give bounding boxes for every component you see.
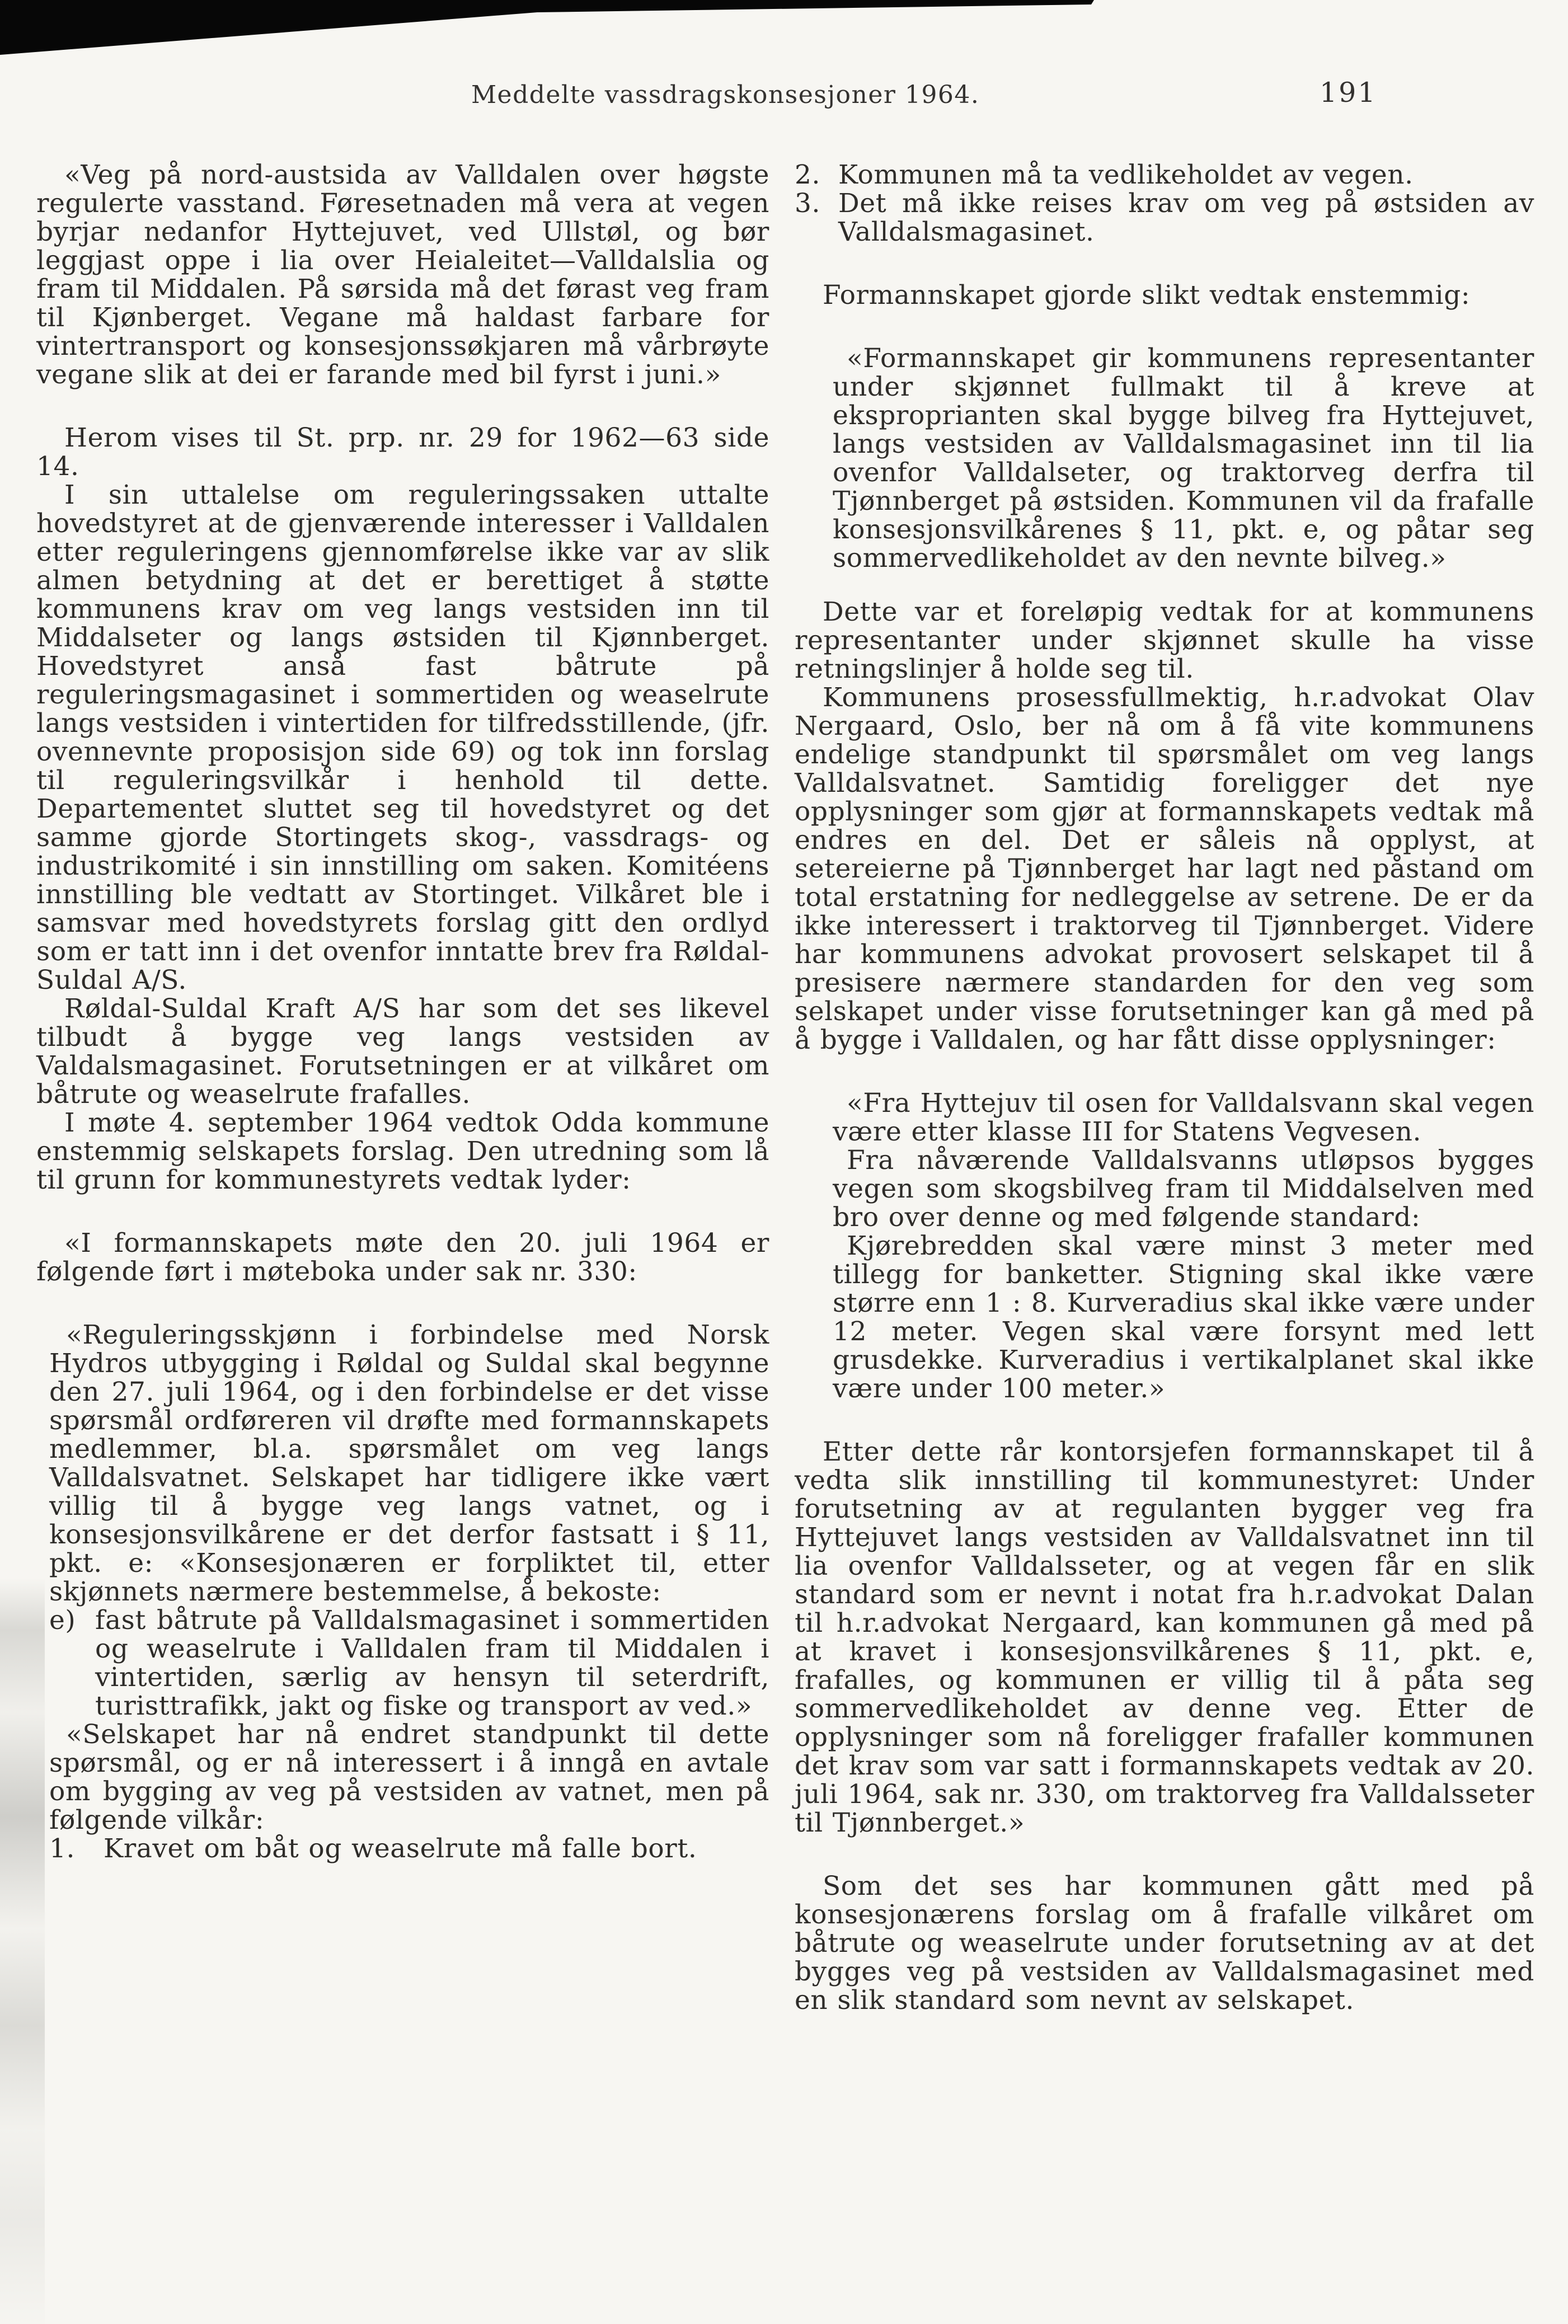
paragraph: «Selskapet har nå endret standpunkt til dette spørsmål, og er nå interessert i å inngå en avtale om bygging av veg på vestsiden av vatnet, men på følgende vilkår: bbox=[49, 1719, 769, 1835]
paragraph: Kjørebredden skal være minst 3 meter med tillegg for banketter. Stigning skal ikke være større enn 1 : 8. Kurveradius skal ikke være under 12 meter. Vegen skal være forsynt med lett grusdekke. Kurveradius i vertikalplanet skal ikke være under 100 meter.» bbox=[833, 1231, 1534, 1404]
paragraph: 2. Kommunen må ta vedlikeholdet av vegen. bbox=[795, 159, 1414, 190]
scan-artifact-top-edge bbox=[0, 0, 1097, 57]
list-item-label: 1. bbox=[49, 1833, 76, 1864]
paragraph: «Veg på nord-austsida av Valldalen over høgste regulerte vasstand. Føresetnaden må vera at vegen byrjar nedanfor Hyttejuvet, ved Ullstøl, og bør leggjast oppe i lia over Heialeitet—Valldalslia og fram til Middalen. På sørsida må det førast veg fram til Kjønberget. Vegane må haldast farbare for vintertransport og konsesjonssøkjaren må vårbrøyte vegane slik at dei er farande med bil fyrst i juni.» bbox=[36, 159, 769, 390]
paragraph: Etter dette rår kontorsjefen formannskapet til å vedta slik innstilling til kommunestyret: Under forutsetning av at regulanten bygger veg fra Hyttejuvet langs vestsiden av Valldalsvatnet inn til lia ovenfor Valldalsseter, og at vegen får en slik standard som er nevnt i notat fra h.r.advokat Dalan til h.r.advokat Nergaard, kan kommunen gå med på at kravet i konsesjonsvilkårenes § 11, pkt. e, frafalles, og kommunen er villig til å påta seg sommervedlikeholdet av denne veg. Etter de opplysninger som nå foreligger frafaller kommunen det krav som var satt i formannskapets vedtak av 20. juli 1964, sak nr. 330, om traktorveg fra Valldalsseter til Tjønnberget.» bbox=[795, 1436, 1534, 1838]
paragraph: e) fast båtrute på Valldalsmagasinet i sommertiden og weaselrute i Valldalen fram til Middalen i vintertiden, særlig av hensyn til seterdrift, turisttrafikk, jakt og fiske og transport av ved.» bbox=[49, 1605, 769, 1721]
paragraph: Dette var et foreløpig vedtak for at kommunens representanter under skjønnet skulle ha visse retningslinjer å holde seg til. bbox=[795, 597, 1534, 684]
paragraph: Fra nåværende Valldalsvanns utløpsos bygges vegen som skogsbilveg fram til Middalselven med bro over denne og med følgende standard: bbox=[833, 1145, 1534, 1233]
text-column-right bbox=[795, 161, 1534, 2015]
paragraph: Kommunens prosessfullmektig, h.r.advokat Olav Nergaard, Oslo, ber nå om å få vite kommunens endelige standpunkt til spørsmålet om veg langs Valldalsvatnet. Samtidig foreligger det nye opplysninger som gjør at formannskapets vedtak må endres en del. Det er såleis nå opplyst, at setereierne på Tjønnberget har lagt ned påstand om total erstatning for nedleggelse av setrene. De er da ikke interessert i traktorveg til Tjønnberget. Videre har kommunens advokat provosert selskapet til å presisere nærmere standarden for den veg som selskapet under visse forutsetninger kan gå med på å bygge i Valldalen, og har fått disse opplysninger: bbox=[795, 682, 1534, 1055]
paragraph: «Reguleringsskjønn i forbindelse med Norsk Hydros utbygging i Røldal og Suldal skal begynne den 27. juli 1964, og i den forbindelse er det visse spørsmål ordføreren vil drøfte med formannskapets medlemmer, bl.a. spørsmålet om veg langs Valldalsvatnet. Selskapet har tidligere ikke vært villig til å bygge veg langs vatnet, og i konsesjonsvilkårene er det derfor fastsatt i § 11, pkt. e: «Konsesjonæren er forpliktet til, etter skjønnets nærmere bestemmelse, å bekoste: bbox=[49, 1320, 769, 1607]
paragraph: 1. Kravet om båt og weaselrute må falle bort. bbox=[49, 1833, 697, 1864]
paragraph: «Fra Hyttejuv til osen for Valldalsvann skal vegen være etter klasse III for Statens Vegvesen. bbox=[833, 1088, 1534, 1147]
paragraph: Som det ses har kommunen gått med på konsesjonærens forslag om å frafalle vilkåret om båtrute og weaselrute under forutsetning av at det bygges veg på vestsiden av Valldalsmagasinet med en slik standard som nevnt av selskapet. bbox=[795, 1871, 1534, 2016]
paragraph: I sin uttalelse om reguleringssaken uttalte hovedstyret at de gjenværende interesser i Valldalen etter reguleringens gjennomførelse ikke var av slik almen betydning at det er berettiget å støtte kommunens krav om veg langs vestsiden inn til Middalseter og langs østsiden til Kjønnberget. Hovedstyret anså fast båtrute på reguleringsmagasinet i sommertiden og weaselrute langs vestsiden i vintertiden for tilfredsstillende, (jfr. ovennevnte proposisjon side 69) og tok inn forslag til reguleringsvilkår i henhold til dette. Departementet sluttet seg til hovedstyret og det samme gjorde Stortingets skog-, vassdrags- og industrikomité i sin innstilling om saken. Komitéens innstilling ble vedtatt av Stortinget. Vilkåret ble i samsvar med hovedstyrets forslag gitt den ordlyd som er tatt inn i det ovenfor inntatte brev fra Røldal-Suldal A/S. bbox=[36, 480, 769, 996]
paragraph: «I formannskapets møte den 20. juli 1964 er følgende ført i møteboka under sak nr. 330: bbox=[36, 1228, 769, 1287]
text-column-left bbox=[36, 161, 769, 1863]
page-number: 191 bbox=[1320, 77, 1377, 109]
paragraph: I møte 4. september 1964 vedtok Odda kommune enstemmig selskapets forslag. Den utredning som lå til grunn for kommunestyrets vedtak lyder: bbox=[36, 1107, 769, 1195]
paragraph: Røldal-Suldal Kraft A/S har som det ses likevel tilbudt å bygge veg langs vestsiden av Valdalsmagasinet. Forutsetningen er at vilkåret om båtrute og weaselrute frafalles. bbox=[36, 993, 769, 1110]
page-title: Meddelte vassdragskonsesjoner 1964. bbox=[471, 81, 980, 109]
list-item-label: e) bbox=[49, 1605, 76, 1636]
paragraph: «Formannskapet gir kommunens representanter under skjønnet fullmakt til å kreve at eksproprianten skal bygge bilveg fra Hyttejuvet, langs vestsiden av Valldalsmagasinet inn til lia ovenfor Valldalseter, og traktorveg derfra til Tjønnberget på østsiden. Kommunen vil da frafalle konsesjonsvilkårenes § 11, pkt. e, og påtar seg sommervedlikeholdet av den nevnte bilveg.» bbox=[833, 343, 1534, 574]
list-item-label: 2. bbox=[795, 159, 821, 190]
paragraph: Formannskapet gjorde slikt vedtak enstemmig: bbox=[823, 280, 1471, 311]
paragraph: 3. Det må ikke reises krav om veg på østsiden av Valldalsmagasinet. bbox=[795, 188, 1534, 247]
paragraph: Herom vises til St. prp. nr. 29 for 1962—63 side 14. bbox=[36, 422, 769, 482]
list-item-label: 3. bbox=[795, 188, 821, 219]
